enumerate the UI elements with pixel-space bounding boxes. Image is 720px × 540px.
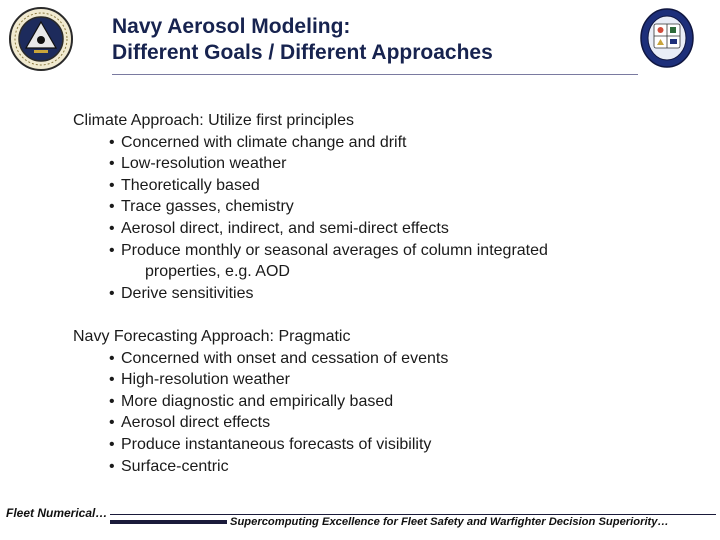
navy-forecasting-section [73, 326, 448, 477]
list-item: • More diagnostic and empirically based [109, 392, 394, 410]
section-heading: Navy Forecasting Approach: Pragmatic [73, 328, 351, 345]
list-item: • Produce monthly or seasonal averages of column integrated properties, e.g. AOD [73, 240, 548, 283]
naval-research-laboratory-logo [640, 8, 694, 68]
footer-accent-bar [110, 520, 227, 524]
footer-tagline: Supercomputing Excellence for Fleet Safety and Warfighter Decision Superiority… [230, 516, 669, 528]
list-item: • Concerned with climate change and drift [109, 133, 407, 151]
list-item: • Surface-centric [109, 457, 229, 475]
list-item: • Aerosol direct, indirect, and semi-direct effects [109, 219, 449, 237]
climate-approach-section [73, 110, 548, 304]
bullet-list [73, 132, 548, 305]
section-heading: Climate Approach: Utilize first principles [73, 112, 354, 129]
title-line-2: Different Goals / Different Approaches [112, 41, 493, 64]
list-item-continuation: properties, e.g. AOD [145, 263, 290, 281]
title-divider [112, 74, 638, 75]
title-line-1: Navy Aerosol Modeling: [112, 15, 351, 38]
list-item: • Concerned with onset and cessation of events [109, 349, 449, 367]
fleet-numerical-logo [8, 6, 74, 72]
list-item: • Aerosol direct effects [109, 414, 271, 432]
footer-divider [110, 514, 716, 515]
bullet-list [73, 348, 448, 478]
list-item: • High-resolution weather [109, 371, 290, 389]
list-item: • Trace gasses, chemistry [109, 198, 294, 216]
list-item: • Low-resolution weather [109, 155, 287, 173]
list-item: • Derive sensitivities [109, 284, 254, 302]
slide-title [112, 14, 493, 66]
list-item: • Produce instantaneous forecasts of visibility [109, 435, 432, 453]
list-item: • Theoretically based [109, 176, 260, 194]
footer-left-text: Fleet Numerical… [6, 506, 108, 520]
